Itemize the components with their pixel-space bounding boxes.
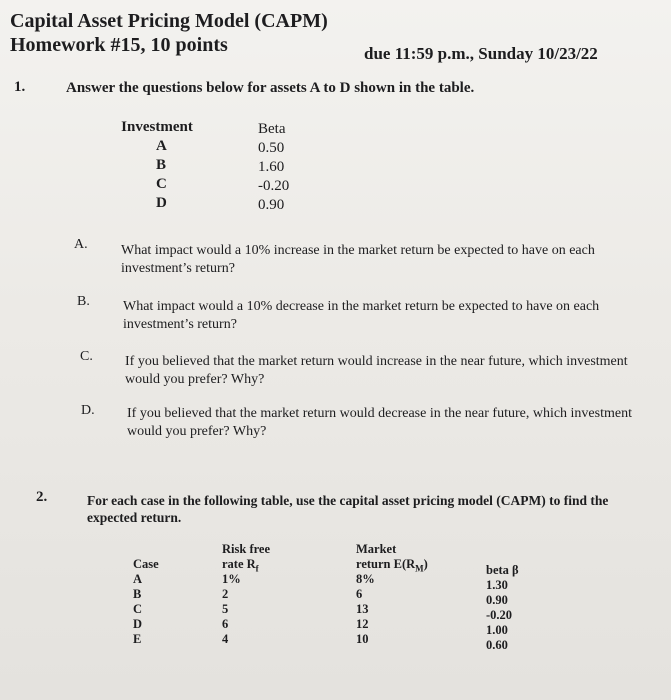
part-d-text: If you believed that the market return would decrease in the near future, which investment would you prefer? Why? — [127, 406, 632, 439]
q1-table-investment-column — [116, 118, 198, 213]
question-1-number: 1. — [14, 79, 26, 95]
q1-table-beta-cell: 0.50 — [258, 140, 285, 156]
part-a-letter: A. — [74, 237, 88, 252]
q2-table-case-cell: A — [133, 572, 143, 586]
q2-table-riskfree-column — [222, 542, 270, 647]
q2-table-case-cell: D — [133, 617, 143, 631]
q2-table-header-case: Case — [133, 557, 159, 571]
q2-table-market-cell: 13 — [356, 602, 369, 616]
part-d-letter: D. — [81, 403, 95, 418]
page-subtitle: Homework #15, 10 points — [10, 34, 228, 56]
part-a-text: What impact would a 10% increase in the market return be expected to have on each investment’s return? — [121, 243, 595, 276]
q1-table-beta-cell: 1.60 — [258, 159, 285, 175]
q1-table-investment-cell: B — [156, 157, 167, 173]
q1-table-beta-cell: -0.20 — [258, 178, 290, 194]
q1-table-beta-column — [258, 120, 308, 215]
q2-table-header-riskfree-line2: rate $R_f$ — [222, 557, 259, 574]
due-date: due 11:59 p.m., Sunday 10/23/22 — [364, 44, 598, 63]
q2-table-beta-cell: 0.90 — [486, 593, 508, 607]
q2-table-market-cell: 6 — [356, 587, 363, 601]
q2-table-market-cell: 12 — [356, 617, 369, 631]
q2-table-case-cell: B — [133, 587, 142, 601]
q2-table-header-market-line2: return $E(R_M)$ — [356, 557, 428, 574]
page-title: Capital Asset Pricing Model (CAPM) — [10, 10, 328, 32]
q2-table-market-column — [356, 542, 428, 647]
question-2-prompt: For each case in the following table, use the capital asset pricing model (CAPM) to find the expected return. — [87, 493, 609, 525]
q2-table-market-cell: 8% — [356, 572, 375, 586]
q2-table-riskfree-cell: 6 — [222, 617, 229, 631]
q2-table-case-cell: E — [133, 632, 142, 646]
part-b-letter: B. — [77, 294, 90, 309]
q2-table-header-beta: beta β — [486, 563, 519, 577]
q2-table-beta-cell: 1.00 — [486, 623, 508, 637]
q1-table-investment-cell: A — [156, 138, 167, 154]
q2-table-beta-column — [486, 563, 519, 653]
q1-table-header-investment: Investment — [121, 119, 193, 135]
q2-table-riskfree-cell: 1% — [222, 572, 241, 586]
q1-table-header-beta: Beta — [258, 121, 286, 137]
q2-table-header-market-line1: Market — [356, 542, 397, 556]
q1-table-investment-cell: D — [156, 195, 167, 211]
q1-table-beta-cell: 0.90 — [258, 197, 285, 213]
q2-table-header-riskfree-line1: Risk free — [222, 542, 271, 556]
q2-table-case-column — [133, 557, 159, 647]
q2-table-riskfree-cell: 4 — [222, 632, 229, 646]
part-c-letter: C. — [80, 349, 93, 364]
part-b-text: What impact would a 10% decrease in the market return be expected to have on each investment’s return? — [123, 299, 600, 332]
q2-table-beta-cell: -0.20 — [486, 608, 513, 622]
question-1-prompt: Answer the questions below for assets A to D shown in the table. — [66, 80, 475, 96]
part-c-text: If you believed that the market return would increase in the near future, which investment would you prefer? Why? — [125, 354, 628, 387]
q2-table-beta-cell: 1.30 — [486, 578, 508, 592]
q2-table-case-cell: C — [133, 602, 143, 616]
q2-table-market-cell: 10 — [356, 632, 369, 646]
q2-table-riskfree-cell: 5 — [222, 602, 229, 616]
question-2-number: 2. — [36, 489, 48, 505]
q2-table-beta-cell: 0.60 — [486, 638, 508, 652]
q1-table-investment-cell: C — [156, 176, 167, 192]
q2-table-riskfree-cell: 2 — [222, 587, 229, 601]
